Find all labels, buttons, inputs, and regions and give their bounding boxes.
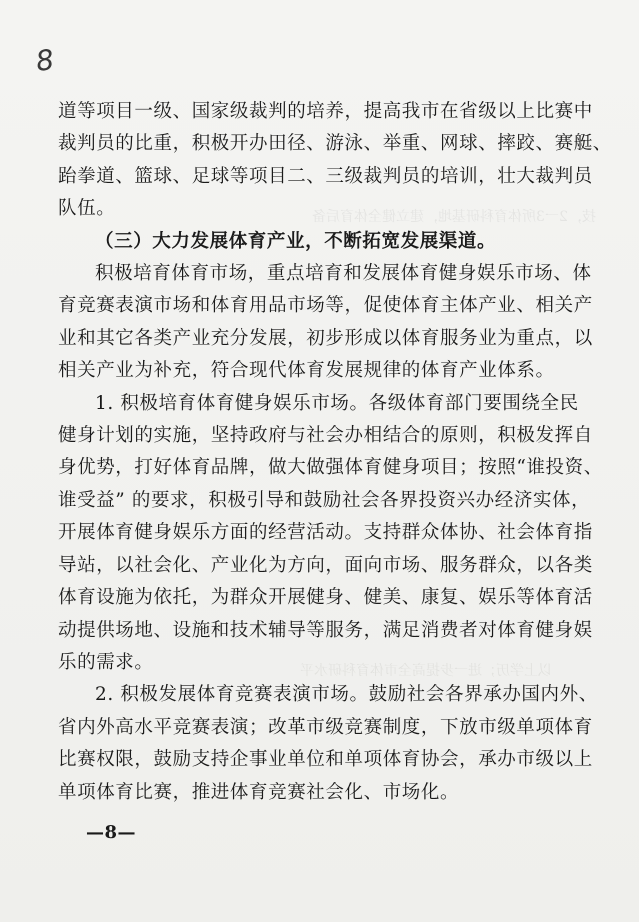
text-line: 积极培育体育市场，重点培育和发展体育健身娱乐市场、体 xyxy=(95,263,592,285)
text-line: 导站，以社会化、产业化为方向，面向市场、服务群众，以各类 xyxy=(58,554,593,576)
text-line: 相关产业为补充，符合现代体育发展规律的体育产业体系。 xyxy=(58,360,555,382)
text-line: 育竞赛表演市场和体育用品市场等，促使体育主体产业、相关产 xyxy=(58,295,593,317)
heading-line: （三）大力发展体育产业，不断拓宽发展渠道。 xyxy=(95,230,497,252)
text-line: 队伍。 xyxy=(58,198,116,220)
text-line: 健身计划的实施，坚持政府与社会办相结合的原则，积极发挥自 xyxy=(58,425,593,447)
page-footer-number: —8— xyxy=(86,822,137,843)
text-line: 谁受益” 的要求，积极引导和鼓励社会各界投资兴办经济实体， xyxy=(58,489,591,511)
paragraph-competition-market xyxy=(58,679,598,809)
bleed-through-text: 技，2一3所体育科研基地，建立健全体育后备 xyxy=(312,209,596,225)
text-line: 跆拳道、篮球、足球等项目二、三级裁判员的培训，壮大裁判员 xyxy=(58,165,593,187)
paragraph-fitness-market xyxy=(58,388,603,680)
text-line: 身优势，打好体育品牌，做大做强体育健身项目；按照“谁投资、 xyxy=(58,457,603,479)
handwritten-page-number: 8 xyxy=(33,42,57,79)
paragraph-sports-market xyxy=(58,258,593,388)
text-line: 乐的需求。 xyxy=(58,651,154,673)
text-line: 1. 积极培育体育健身娱乐市场。各级体育部门要围绕全民 xyxy=(95,392,579,414)
text-line: 裁判员的比重，积极开办田径、游泳、举重、网球、摔跤、赛艇、 xyxy=(58,133,612,155)
text-line: 比赛权限，鼓励支持企事业单位和单项体育协会，承办市级以上 xyxy=(58,749,593,771)
text-line: 省内外高水平竞赛表演；改革市级竞赛制度，下放市级单项体育 xyxy=(58,716,593,738)
bleed-through-text: 以上学历；进一步提高全市体育科研水平 xyxy=(300,663,552,679)
text-line: 2. 积极发展体育竞赛表演市场。鼓励社会各界承办国内外、 xyxy=(95,684,598,706)
text-line: 道等项目一级、国家级裁判的培养，提高我市在省级以上比赛中 xyxy=(58,101,593,122)
text-line: 开展体育健身娱乐方面的经营活动。支持群众体协、社会体育指 xyxy=(58,522,593,544)
section-heading xyxy=(58,226,578,258)
document-body xyxy=(58,96,612,809)
paragraph-referee-training xyxy=(58,96,612,226)
text-line: 体育设施为依托，为群众开展健身、健美、康复、娱乐等体育活 xyxy=(58,587,593,609)
text-line: 动提供场地、设施和技术辅导等服务，满足消费者对体育健身娱 xyxy=(58,619,593,641)
text-line: 单项体育比赛，推进体育竞赛社会化、市场化。 xyxy=(58,781,460,803)
text-line: 业和其它各类产业充分发展，初步形成以体育服务业为重点，以 xyxy=(58,327,593,349)
